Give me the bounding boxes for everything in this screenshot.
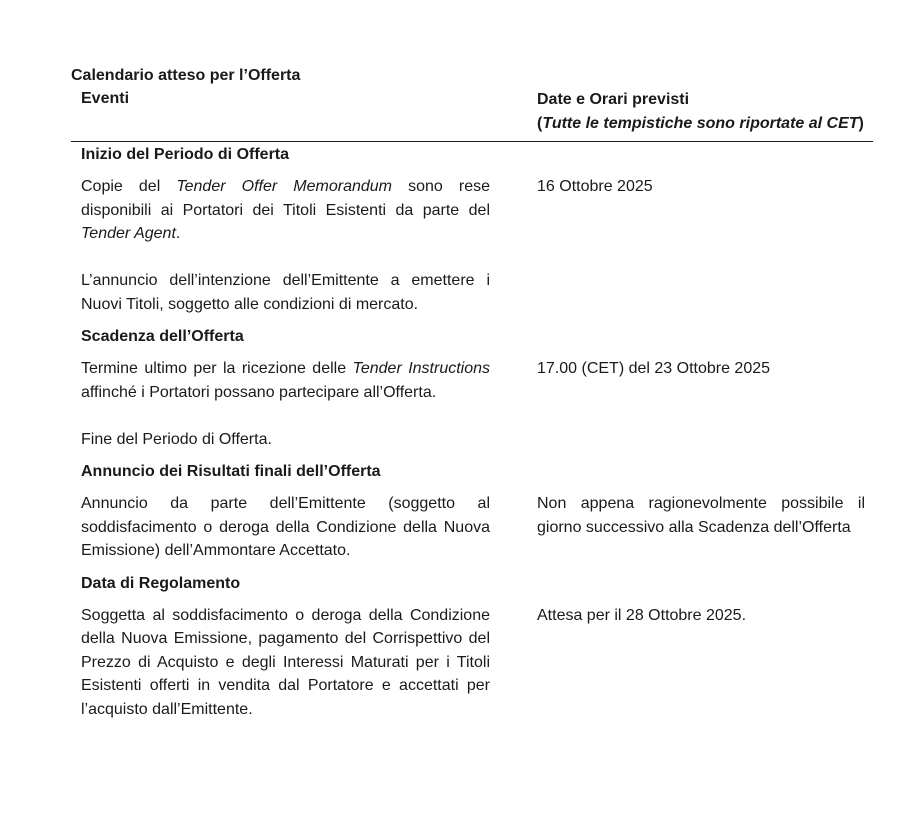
dates-column-header <box>537 88 865 135</box>
text-run: Termine ultimo per la ricezione delle <box>81 360 353 377</box>
event-description <box>71 175 490 316</box>
cet-note-open: ( <box>537 114 543 132</box>
section-heading-offer-start: Inizio del Periodo di Offerta <box>81 146 290 163</box>
event-description <box>71 357 490 451</box>
dates-column-label: Date e Orari previsti <box>537 91 690 108</box>
section-row-offer-deadline <box>71 357 873 451</box>
section-row-settlement-date <box>71 604 873 722</box>
events-column-header: Eventi <box>81 90 130 107</box>
event-paragraph: L’annuncio dell’intenzione dell’Emittente a emettere i Nuovi Titoli, soggetto alle condizioni di mercato. <box>81 272 490 313</box>
event-date: 17.00 (CET) del 23 Ottobre 2025 <box>537 360 771 377</box>
event-date: Attesa per il 28 Ottobre 2025. <box>537 606 747 624</box>
event-paragraph: Fine del Periodo di Offerta. <box>81 430 272 448</box>
text-run: Copie del <box>81 178 177 195</box>
event-date: Non appena ragionevolmente possibile il giorno successivo alla Scadenza dell’Offerta <box>537 495 865 536</box>
event-description <box>71 492 490 563</box>
event-paragraph <box>81 357 490 404</box>
section-heading-final-results: Annuncio dei Risultati finali dell’Offerta <box>81 463 381 480</box>
text-run: affinché i Portatori possano partecipare all’Offerta. <box>81 383 437 401</box>
offer-calendar <box>71 66 873 721</box>
event-paragraph: Annuncio da parte dell’Emittente (soggetto al soddisfacimento o deroga della Condizione della Nuova Emissione) dell’Ammontare Accettato. <box>81 495 490 559</box>
event-paragraph <box>81 175 490 246</box>
section-row-final-results <box>71 492 873 563</box>
section-heading-settlement-date: Data di Regolamento <box>81 574 241 592</box>
cet-note <box>537 112 865 136</box>
header-divider <box>71 141 873 142</box>
document-title: Calendario atteso per l’Offerta <box>71 67 301 84</box>
cet-note-text: Tutte le tempistiche sono riportate al CET <box>542 114 859 132</box>
event-paragraph: Soggetta al soddisfacimento o deroga della Condizione della Nuova Emissione, pagamento del Corrispettivo del Prezzo di Acquisto e degli Interessi Maturati per i Titoli Esistenti offerti in vendita dal Portatore e accettati per l’acquisto dall’Emittente. <box>81 606 490 718</box>
text-run-italic: Tender Instructions <box>352 360 491 377</box>
section-row-offer-start <box>71 175 873 316</box>
table-header <box>71 88 873 135</box>
section-heading-offer-deadline: Scadenza dell’Offerta <box>81 328 244 345</box>
text-run: sono rese disponibili ai Portatori dei Titoli Esistenti da parte del <box>81 178 490 219</box>
text-run: . <box>175 225 181 242</box>
event-date: 16 Ottobre 2025 <box>537 178 653 195</box>
text-run-italic: Tender Offer Memorandum <box>176 178 392 195</box>
cet-note-close: ) <box>858 114 864 132</box>
text-run-italic: Tender Agent <box>81 225 176 242</box>
event-description <box>71 604 490 722</box>
